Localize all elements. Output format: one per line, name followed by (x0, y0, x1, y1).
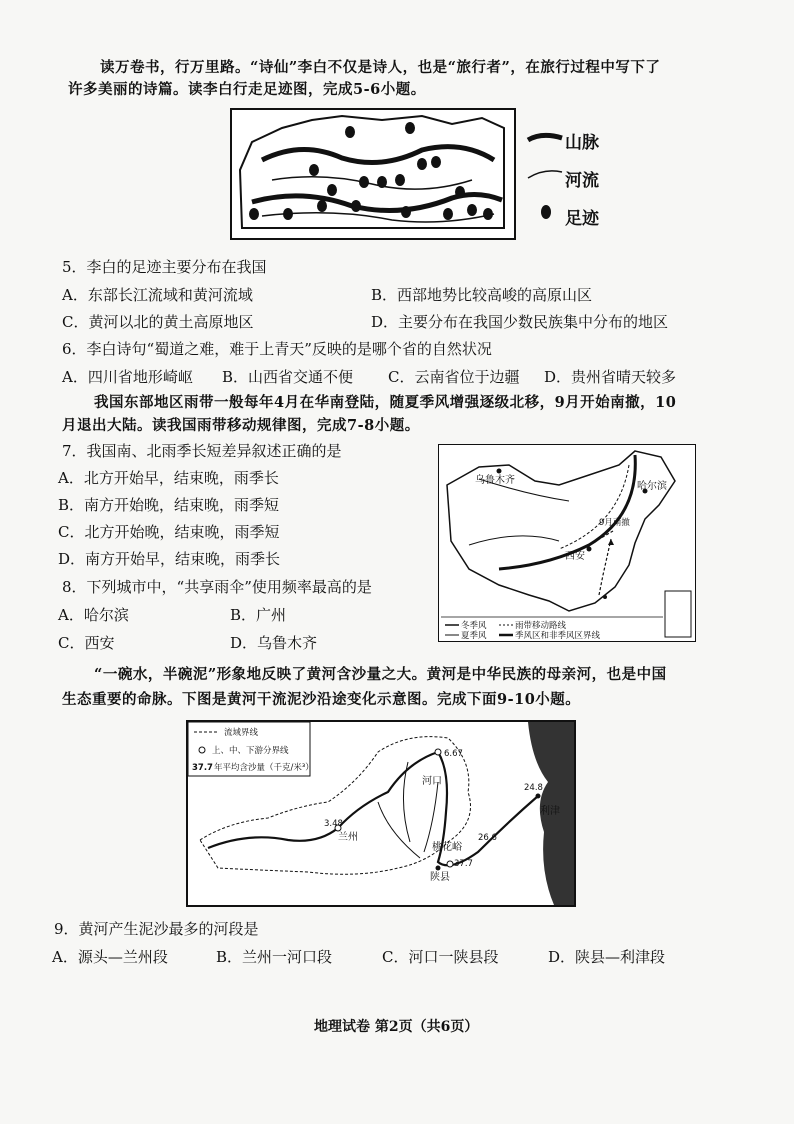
legend-segment-boundary: 上、中、下游分界线 (212, 746, 289, 756)
urumqi-label: 乌鲁木齐 (475, 475, 515, 486)
q7-stem: 7．我国南、北雨季长短差异叙述正确的是 (62, 442, 342, 460)
legend-value-text: 年平均含沙量（千克/米³） (214, 763, 314, 773)
value-lijin: 24.8 (524, 783, 543, 793)
legend-mountain-label: 山脉 (565, 133, 599, 153)
legend-rain-belt-route: 雨带移动路线 (515, 621, 567, 631)
legend-footprint-label: 足迹 (565, 209, 599, 229)
map1-legend-symbols (526, 128, 566, 223)
libai-map-drawing (232, 110, 514, 238)
q9-option-c[interactable]: C．河口一陕县段 (382, 948, 499, 966)
q5-option-d[interactable]: D．主要分布在我国少数民族集中分布的地区 (371, 313, 669, 331)
q5-stem: 5．李白的足迹主要分布在我国 (62, 258, 267, 276)
legend-value-sample: 37.7 (192, 763, 213, 773)
yellow-river-sediment-map (186, 720, 576, 907)
rain-belt-map (438, 444, 696, 642)
value-lanzhou: 3.48 (324, 819, 343, 829)
q9-option-a[interactable]: A．源头—兰州段 (52, 948, 168, 966)
shanxian-label: 陕县 (430, 872, 450, 883)
value-shanxian: 37.7 (454, 859, 473, 869)
q7-option-a[interactable]: A．北方开始早，结束晚，雨季长 (58, 469, 279, 487)
q7-option-b[interactable]: B．南方开始晚，结束晚，雨季短 (58, 496, 280, 514)
river-legend-icon (528, 171, 562, 178)
intro-9-10-line2: 生态重要的命脉。下图是黄河干流泥沙沿途变化示意图。完成下面9-10小题。 (62, 691, 581, 708)
intro-9-10-line1: “一碗水，半碗泥”形象地反映了黄河含沙量之大。黄河是中华民族的母亲河，也是中国 (94, 666, 667, 683)
intro-7-8-line2: 月退出大陆。读我国雨带移动规律图，完成7-8小题。 (62, 417, 420, 434)
intro-5-6-line1: 读万卷书，行万里路。“诗仙”李白不仅是诗人，也是“旅行者”，在旅行过程中写下了 (100, 59, 661, 76)
libai-footprint-map (230, 108, 516, 240)
lijin-label: 利津 (540, 806, 560, 817)
q6-option-d[interactable]: D．贵州省晴天较多 (544, 368, 677, 386)
lanzhou-label: 兰州 (338, 832, 358, 843)
legend-winter-monsoon: 冬季风 (461, 621, 487, 631)
q5-option-a[interactable]: A．东部长江流域和黄河流域 (62, 286, 253, 304)
hekou-label: 河口 (422, 776, 442, 787)
q8-stem: 8．下列城市中，“共享雨伞”使用频率最高的是 (62, 578, 372, 596)
q5-option-b[interactable]: B．西部地势比较高峻的高原山区 (371, 286, 593, 304)
legend-monsoon-boundary: 季风区和非季风区界线 (515, 631, 601, 641)
q9-option-d[interactable]: D．陕县—利津段 (548, 948, 666, 966)
yellow-river-map-drawing (188, 722, 574, 905)
intro-5-6-line2: 许多美丽的诗篇。读李白行走足迹图，完成5-6小题。 (68, 81, 426, 98)
footprint-legend-icon (541, 205, 551, 219)
rain-belt-map-drawing (439, 445, 695, 641)
q8-option-b[interactable]: B．广州 (230, 606, 287, 624)
q8-option-c[interactable]: C．西安 (58, 634, 115, 652)
harbin-label: 哈尔滨 (637, 481, 667, 492)
q6-option-a[interactable]: A．四川省地形崎岖 (62, 368, 193, 386)
q8-option-d[interactable]: D．乌鲁木齐 (230, 634, 318, 652)
q8-option-a[interactable]: A．哈尔滨 (58, 606, 129, 624)
value-taohuayu: 26.6 (478, 833, 497, 843)
q6-option-c[interactable]: C．云南省位于边疆 (388, 368, 520, 386)
q5-option-c[interactable]: C．黄河以北的黄土高原地区 (62, 313, 254, 331)
q6-stem: 6．李白诗句“蜀道之难，难于上青天”反映的是哪个省的自然状况 (62, 340, 492, 358)
q7-option-c[interactable]: C．北方开始晚，结束晚，雨季短 (58, 523, 280, 541)
taohuayu-label: 桃花峪 (432, 842, 462, 853)
sept-south-label: 9月南撤 (599, 518, 630, 528)
intro-7-8-line1: 我国东部地区雨带一般每年4月在华南登陆，随夏季风增强逐级北移，9月开始南撤，10 (94, 394, 677, 411)
legend-river-label: 河流 (565, 171, 599, 191)
q6-option-b[interactable]: B．山西省交通不便 (222, 368, 354, 386)
mountain-legend-icon (528, 135, 562, 140)
xian-label: 西安 (565, 551, 585, 562)
legend-basin-boundary: 流域界线 (224, 728, 259, 738)
q9-stem: 9．黄河产生泥沙最多的河段是 (54, 920, 259, 938)
q9-option-b[interactable]: B．兰州一河口段 (216, 948, 333, 966)
legend-summer-monsoon: 夏季风 (461, 631, 487, 641)
page-footer: 地理试卷 第2页（共6页） (314, 1019, 479, 1035)
value-hekou: 6.67 (444, 749, 463, 759)
q7-option-d[interactable]: D．南方开始早，结束晚，雨季长 (58, 550, 281, 568)
